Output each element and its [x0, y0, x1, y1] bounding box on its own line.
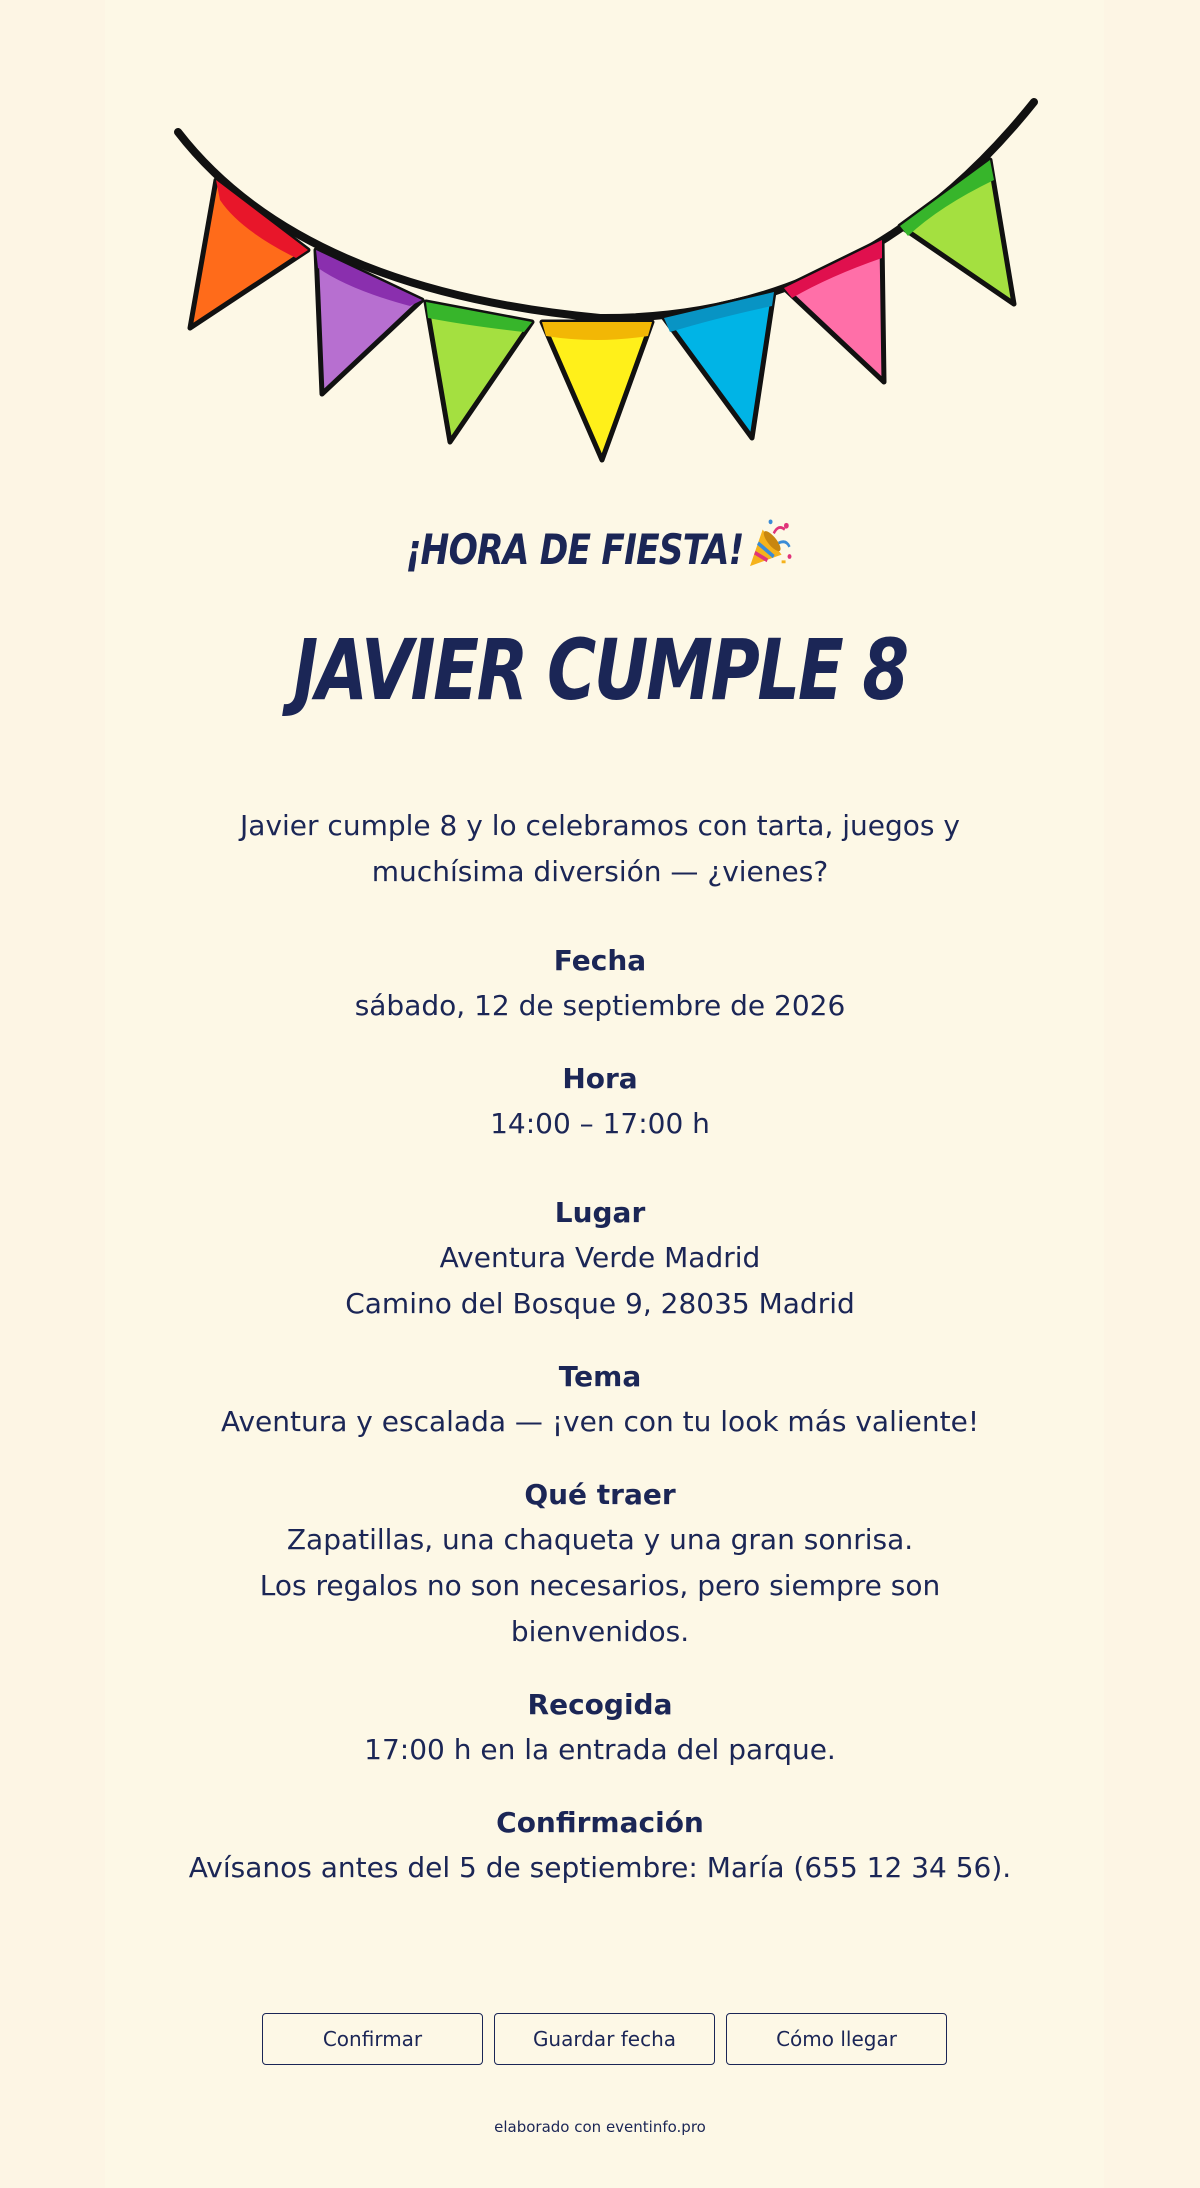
invitation-details	[0, 803, 1200, 1919]
place-name: Aventura Verde Madrid	[439, 1241, 761, 1274]
confirm-button[interactable]: Confirmar	[262, 2013, 483, 2065]
theme-section	[0, 1355, 1200, 1445]
page-title: JAVIER CUMPLE 8	[293, 621, 907, 719]
save-date-button[interactable]: Guardar fecha	[494, 2013, 715, 2065]
pickup-label: Recogida	[527, 1688, 673, 1721]
action-buttons	[262, 2013, 947, 2067]
directions-button[interactable]: Cómo llegar	[726, 2013, 947, 2065]
bunting-flag-pink	[784, 240, 884, 382]
pickup-value: 17:00 h en la entrada del parque.	[364, 1733, 836, 1766]
date-section	[0, 939, 1200, 1029]
bring-line: Los regalos no son necesarios, pero siempre son	[259, 1569, 941, 1602]
pickup-section	[0, 1683, 1200, 1773]
rsvp-label: Confirmación	[496, 1806, 704, 1839]
rsvp-section	[0, 1801, 1200, 1891]
date-value: sábado, 12 de septiembre de 2026	[354, 989, 846, 1022]
bring-section	[0, 1473, 1200, 1655]
footer-credit[interactable]: elaborado con eventinfo.pro	[494, 2118, 706, 2136]
time-label: Hora	[562, 1062, 638, 1095]
bring-line: bienvenidos.	[510, 1615, 690, 1648]
bunting-decoration	[0, 0, 1200, 480]
place-address: Camino del Bosque 9, 28035 Madrid	[345, 1287, 855, 1320]
eyebrow-text: ¡HORA DE FIESTA!	[405, 525, 744, 574]
bunting-flag-yellow	[542, 322, 652, 460]
bring-label: Qué traer	[524, 1478, 676, 1511]
time-value: 14:00 – 17:00 h	[490, 1107, 710, 1140]
rsvp-value: Avísanos antes del 5 de septiembre: María (655 12 34 56).	[188, 1851, 1012, 1884]
bring-line: Zapatillas, una chaqueta y una gran sonrisa.	[286, 1523, 914, 1556]
party-popper-icon	[747, 518, 795, 570]
bunting-flag-green-right	[900, 160, 1014, 304]
date-label: Fecha	[553, 944, 647, 977]
bunting-flag-blue	[664, 292, 774, 438]
theme-value: Aventura y escalada — ¡ven con tu look más valiente!	[220, 1405, 980, 1438]
bunting-flag-green	[426, 302, 532, 442]
theme-label: Tema	[558, 1360, 642, 1393]
place-label: Lugar	[554, 1196, 646, 1229]
intro-text: Javier cumple 8 y lo celebramos con tarta, juegos y muchísima diversión — ¿vienes?	[240, 809, 960, 888]
bunting-flag-orange	[190, 180, 308, 328]
eyebrow-heading	[108, 518, 1092, 574]
time-section	[0, 1057, 1200, 1147]
place-section	[0, 1191, 1200, 1327]
